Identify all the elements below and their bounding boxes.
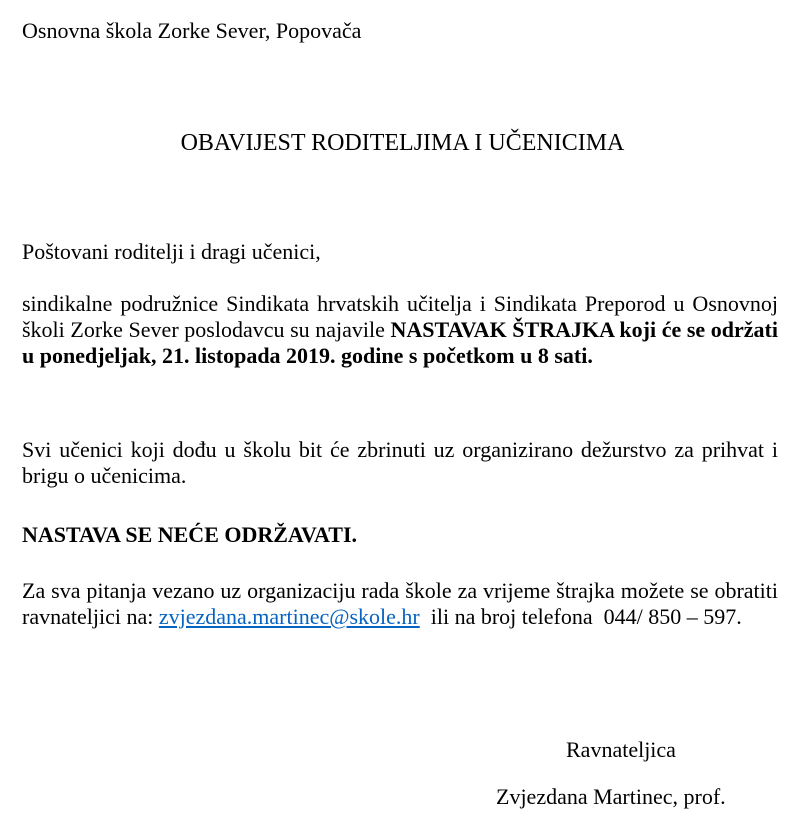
signature-name: Zvjezdana Martinec, prof. [496,784,726,809]
signature-role: Ravnateljica [566,737,676,762]
school-name: Osnovna škola Zorke Sever, Popovača [22,18,362,43]
phone-text: ili na broj telefona 044/ 850 – 597. [419,604,742,629]
supervision-paragraph: Svi učenici koji dođu u školu bit će zbrinuti uz organizirano dežurstvo za prihvat i brigu o učenicima. [22,437,778,488]
no-classes-notice: NASTAVA SE NEĆE ODRŽAVATI. [22,522,358,547]
strike-announcement-paragraph [22,291,778,369]
email-link[interactable]: zvjezdana.martinec@skole.hr [158,604,420,629]
greeting: Poštovani roditelji i dragi učenici, [22,239,321,264]
contact-paragraph [22,578,778,630]
strike-announcement-bold-text: NASTAVAK ŠTRAJKA koji će se održati u ponedjeljak, 21. listopada 2019. godine s početkom u 8 sati. [22,317,778,368]
contact-text: Za sva pitanja vezano uz organizaciju rada škole za vrijeme štrajka možete se obratiti ravnateljici na: [22,578,778,629]
strike-announcement-text: sindikalne podružnice Sindikata hrvatskih učitelja i Sindikata Preporod u Osnovnoj školi Zorke Sever poslodavcu su najavile [22,291,778,342]
document-title: OBAVIJEST RODITELJIMA I UČENICIMA [180,130,625,156]
